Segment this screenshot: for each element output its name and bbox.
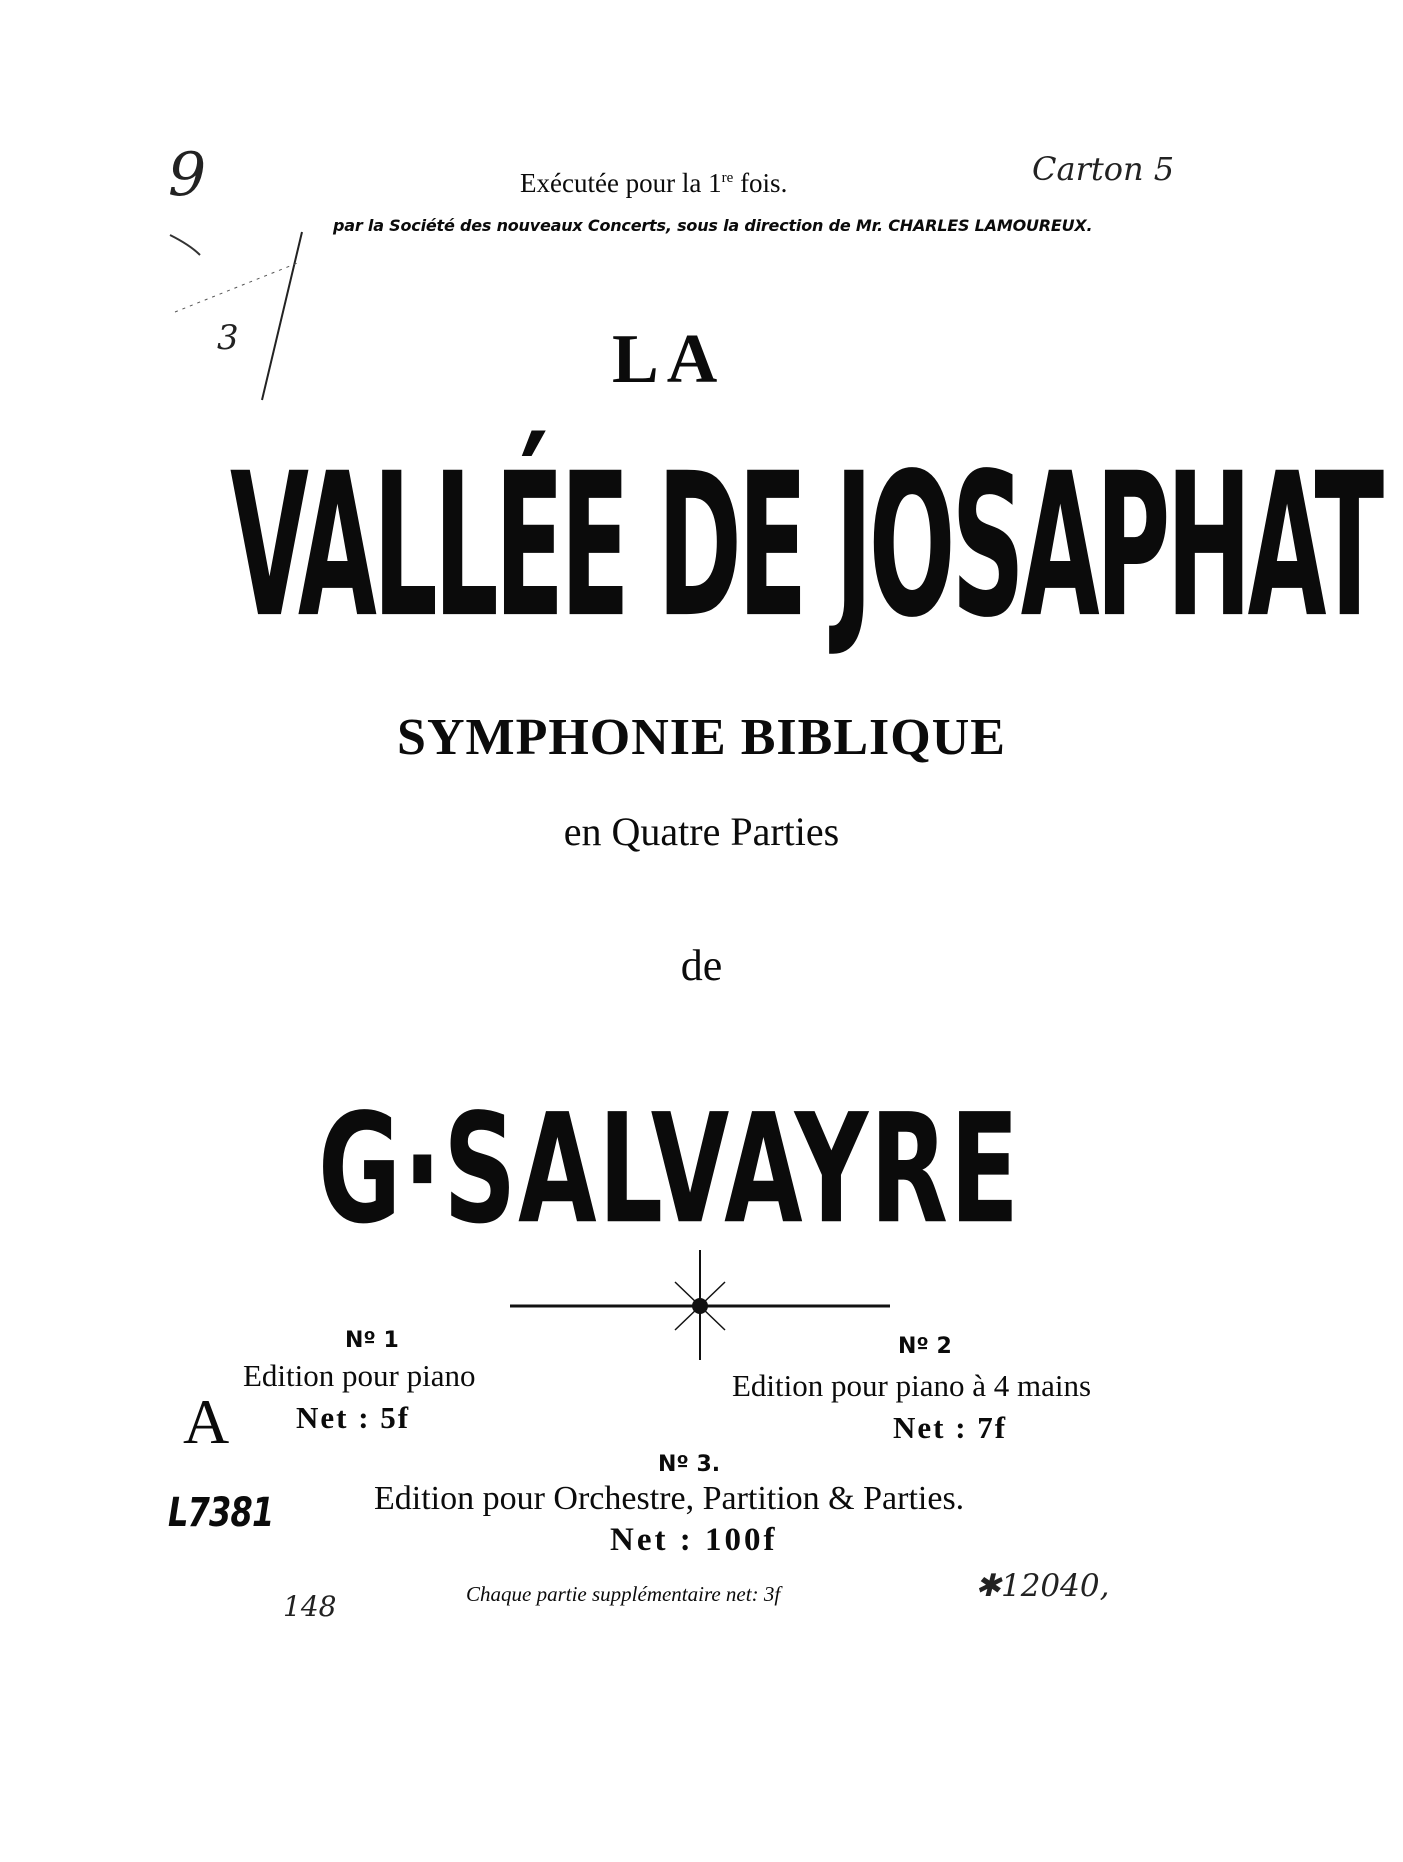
composer-block [318, 1060, 1135, 1258]
handwritten-number-9: 9 [168, 140, 207, 210]
letter-mark: A [183, 1386, 230, 1457]
main-title: VALLÉE DE JOSAPHAT [230, 431, 1381, 662]
title-article: LA [612, 321, 726, 398]
composer-name: G·SALVAYRE [318, 1080, 1021, 1258]
ornament-rule [510, 1250, 890, 1370]
handwritten-number-148: 148 [283, 1590, 337, 1623]
edition-3-number: Nº 3. [658, 1452, 721, 1477]
edition-1-label: Edition pour piano [243, 1358, 476, 1393]
society-concerts-line: par la Société des nouveaux Concerts, sous la direction de Mr. CHARLES LAMOUREUX. [333, 216, 1093, 235]
edition-1-price: Net : 5f [296, 1400, 411, 1435]
handwritten-number-3: 3 [217, 318, 239, 358]
edition-1-number: Nº 1 [345, 1328, 399, 1353]
edition-2-number: Nº 2 [898, 1334, 952, 1359]
edition-3-label: Edition pour Orchestre, Partition & Parties. [374, 1480, 965, 1517]
by-line: de [680, 941, 723, 990]
edition-2-price: Net : 7f [893, 1410, 1008, 1445]
edition-2-label: Edition pour piano à 4 mains [732, 1368, 1092, 1403]
shelfmark-number: ✱12040, [975, 1568, 1110, 1604]
subtitle: SYMPHONIE BIBLIQUE [397, 709, 1006, 766]
handwritten-carton-note: Carton 5 [1032, 150, 1175, 188]
edition-3-price: Net : 100f [610, 1522, 778, 1558]
parts-line: en Quatre Parties [563, 809, 840, 854]
extra-parts-price: Chaque partie supplémentaire net: 3f [466, 1582, 781, 1606]
catalog-number: L7381 [168, 1490, 274, 1536]
first-performance-line: Exécutée pour la 1re fois. [520, 168, 788, 198]
main-title-block [230, 395, 1381, 662]
